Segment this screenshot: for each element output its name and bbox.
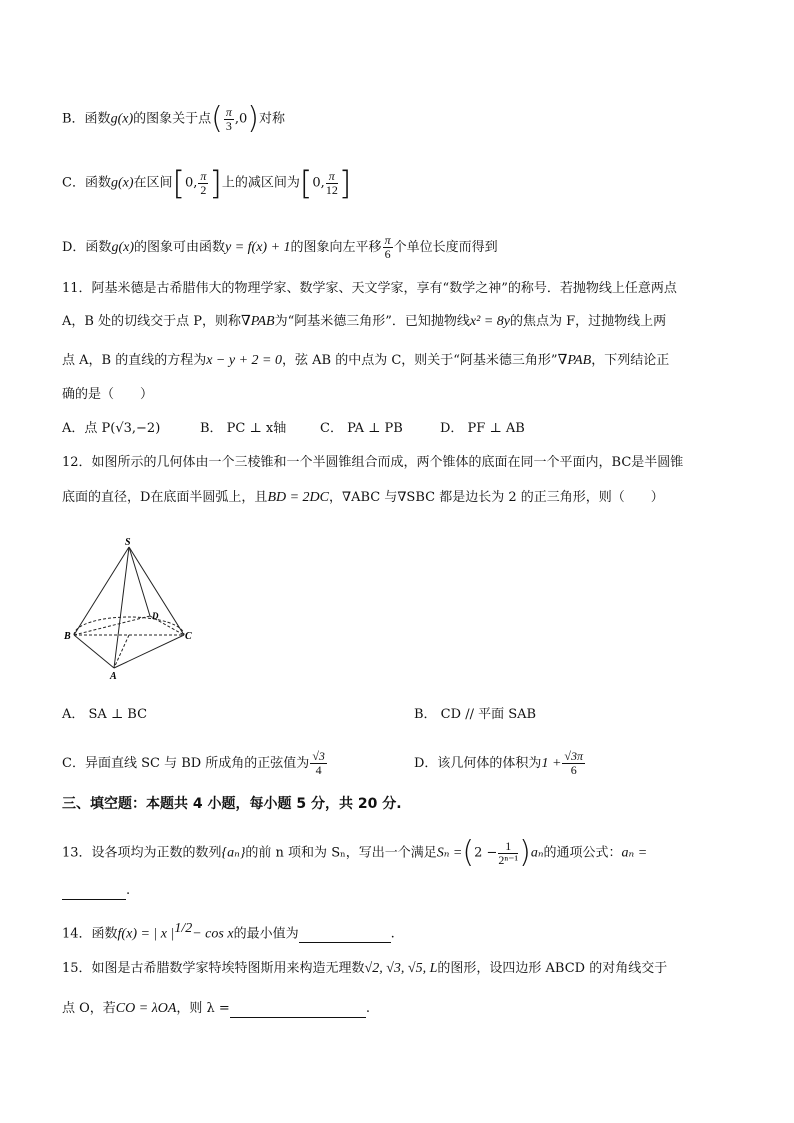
q15-text2a: 点 O，若: [62, 1001, 116, 1016]
q11-option-d[interactable]: D． PF ⊥ AB: [440, 421, 525, 436]
label-d: D: [152, 611, 159, 621]
q13-lhs: Sₙ =: [436, 845, 463, 861]
frac-den: 12: [325, 182, 338, 197]
edge-ac: [114, 635, 184, 668]
edge-sc: [129, 547, 184, 635]
q14-line: [62, 920, 395, 943]
q15-line1: [62, 960, 667, 978]
frac-num: 1: [498, 840, 518, 854]
frac-num: √3π: [564, 749, 583, 763]
frac-den: 3: [225, 118, 232, 133]
q11-text1: 11．阿基米德是古希腊伟大的物理学家、数学家、天文学家，享有“数学之神”的称号．若抛物线上任意两点: [62, 281, 677, 296]
q12-text2a: 底面的直径，D在底面半圆弧上，且: [62, 490, 268, 505]
q11-text2b: 为“阿基米德三角形”．已知抛物线: [274, 314, 470, 329]
left-paren: (: [211, 101, 223, 136]
q10-c-zero1: 0,: [185, 175, 198, 191]
q12-d-frac: [562, 750, 585, 777]
q12-options-row2: [62, 750, 586, 777]
q10-c-prefix: C．函数: [62, 175, 111, 191]
q11-option-c[interactable]: C． PA ⊥ PB: [320, 421, 403, 436]
q10-d-mid: 的图象可由函数: [133, 240, 225, 255]
q14-cos: − cos x: [192, 926, 234, 942]
right-bracket: ]: [209, 164, 222, 202]
q11-option-a[interactable]: A．点 P(√3,−2): [62, 421, 161, 436]
frac-den: 4: [315, 763, 322, 777]
q12-d-one: 1 +: [541, 756, 562, 771]
q10-b-post: 对称: [258, 111, 285, 127]
q15-text1b: 的图形，设四边形 ABCD 的对角线交于: [437, 961, 668, 976]
q14-prefix: 14．函数: [62, 926, 118, 942]
q13-ans-label: aₙ =: [621, 845, 648, 861]
frac-num: π: [200, 168, 207, 183]
q15-end: .: [365, 1001, 370, 1016]
q12-line2: [62, 489, 664, 507]
q12-option-b[interactable]: B． CD // 平面 SAB: [414, 707, 537, 722]
q13-line2: [62, 882, 130, 900]
q15-answer-blank[interactable]: [230, 1003, 366, 1018]
q12-c-frac: [310, 750, 327, 777]
right-bracket: ]: [338, 164, 352, 202]
q10-c-frac1: [198, 170, 208, 197]
q10-d-post: 的图象向左平移: [290, 240, 382, 255]
q10-d-frac: [383, 234, 393, 261]
q12-vector-eq: BD = 2DC: [267, 490, 329, 505]
q10-option-d: [62, 234, 498, 261]
left-bracket: [: [299, 164, 313, 202]
frac-den: 6: [384, 247, 391, 261]
label-s: S: [125, 537, 131, 548]
left-paren: (: [462, 835, 475, 870]
q12-option-c[interactable]: [62, 750, 414, 777]
right-paren: ): [247, 101, 259, 136]
q10-c-frac2: [326, 170, 338, 197]
q10-option-b: [62, 101, 285, 136]
q11-text2a: A，B 处的切线交于点 P，则称: [62, 314, 241, 329]
q10-c-mid2: 上的减区间为: [221, 175, 300, 191]
q13-seq: {aₙ}: [221, 845, 246, 861]
q11-text3c: ，下列结论正: [591, 353, 670, 368]
edge-sa: [114, 547, 129, 668]
q11-options: [62, 420, 525, 438]
frac-num: π: [326, 170, 338, 184]
label-b: B: [64, 631, 71, 642]
q12-c-text: C．异面直线 SC 与 BD 所成角的正弦值为: [62, 756, 310, 771]
q10-b-gx: g(x): [110, 111, 134, 127]
q13-line1: [62, 835, 648, 870]
q11-option-b[interactable]: B． PC ⊥ x轴: [200, 421, 287, 436]
q12-option-a[interactable]: A． SA ⊥ BC: [62, 707, 148, 722]
q12-d-text: D．该几何体的体积为: [414, 756, 542, 771]
q10-b-frac: [224, 106, 234, 133]
q10-c-gx: g(x): [110, 175, 134, 191]
left-bracket: [: [172, 164, 185, 202]
q12-text1: 12．如图所示的几何体由一个三棱锥和一个半圆锥组合而成，两个锥体的底面在同一个平面内，BC是半圆锥: [62, 455, 684, 470]
q13-end: .: [126, 883, 131, 898]
q10-d-fx: y = f(x) + 1: [225, 240, 291, 255]
q12-options-row1: [62, 706, 536, 724]
frac-num: π: [225, 104, 232, 119]
q12-text2b: ，∇ABC 与∇SBC 都是边长为 2 的正三角形，则（ ）: [329, 490, 664, 505]
q12-line1: [62, 454, 683, 472]
q14-end: .: [390, 926, 395, 942]
q13-answer-blank[interactable]: [62, 885, 126, 900]
q11-line1: [62, 280, 677, 298]
q10-d-end: 个单位长度而得到: [393, 240, 498, 255]
q13-mid: 的前 n 项和为 Sₙ，写出一个满足: [245, 845, 437, 861]
frac-num: √3: [312, 749, 325, 763]
q10-b-prefix: B．函数: [62, 111, 111, 127]
q15-text1a: 15．如图是古希腊数学家特埃特图斯用来构造无理数: [62, 961, 365, 976]
q13-frac: [498, 840, 518, 867]
right-paren: ): [519, 835, 531, 870]
q11-line2: [62, 313, 666, 331]
q14-answer-blank[interactable]: [299, 928, 391, 943]
q13-prefix: 13．设各项均为正数的数列: [62, 845, 222, 861]
q15-vector-eq: CO = λOA: [115, 1001, 177, 1016]
frac-den: 2: [200, 182, 207, 197]
q10-b-mid: 的图象关于点: [133, 111, 212, 127]
label-a: A: [110, 671, 117, 682]
frac-den: 6: [570, 763, 577, 777]
q14-fx: f(x) = | x |: [117, 926, 175, 942]
q14-post: 的最小值为: [233, 926, 299, 942]
section-3-title: 三、填空题：本题共 4 小题，每小题 5 分，共 20 分.: [62, 796, 402, 812]
edge-sd: [129, 547, 150, 616]
q11-tri2: ∇PAB: [557, 353, 592, 368]
q11-line3: [62, 352, 669, 370]
q13-an: aₙ: [530, 845, 544, 861]
edge-ba: [74, 635, 114, 668]
q11-parabola: x² = 8y: [469, 314, 510, 329]
q12-geometry-figure: [62, 535, 202, 685]
q10-d-gx: g(x): [111, 240, 134, 255]
q11-text2c: 的焦点为 F，过抛物线上两: [509, 314, 667, 329]
q11-text4: 确的是（ ）: [62, 387, 154, 402]
q13-two: 2 −: [474, 845, 498, 861]
q12-option-d[interactable]: [414, 750, 586, 777]
q15-roots: √2, √3, √5, L: [364, 961, 438, 976]
q15-text2b: ，则 λ =: [176, 1001, 230, 1016]
frac-num: π: [384, 233, 391, 247]
q10-b-zero: ,0: [234, 111, 248, 127]
q11-line-eq: x − y + 2 = 0: [206, 353, 282, 368]
q13-post: 的通项公式：: [543, 845, 622, 861]
q10-c-zero2: 0,: [312, 175, 325, 191]
frac-den: 2ⁿ⁻¹: [498, 852, 519, 867]
edge-sb: [74, 547, 129, 635]
q10-option-c: [62, 164, 352, 202]
q14-exponent: 1/2: [174, 921, 193, 936]
q11-tri: ∇PAB: [240, 314, 275, 329]
q15-line2: [62, 1000, 370, 1018]
q10-d-prefix: D．函数: [62, 240, 112, 255]
q11-text3a: 点 A，B 的直线的方程为: [62, 353, 207, 368]
q11-line4: [62, 386, 153, 404]
edge-bd: [74, 616, 150, 635]
label-c: C: [185, 631, 192, 642]
q11-text3b: ，弦 AB 的中点为 C，则关于“阿基米德三角形”: [282, 353, 558, 368]
q10-c-mid1: 在区间: [133, 175, 173, 191]
